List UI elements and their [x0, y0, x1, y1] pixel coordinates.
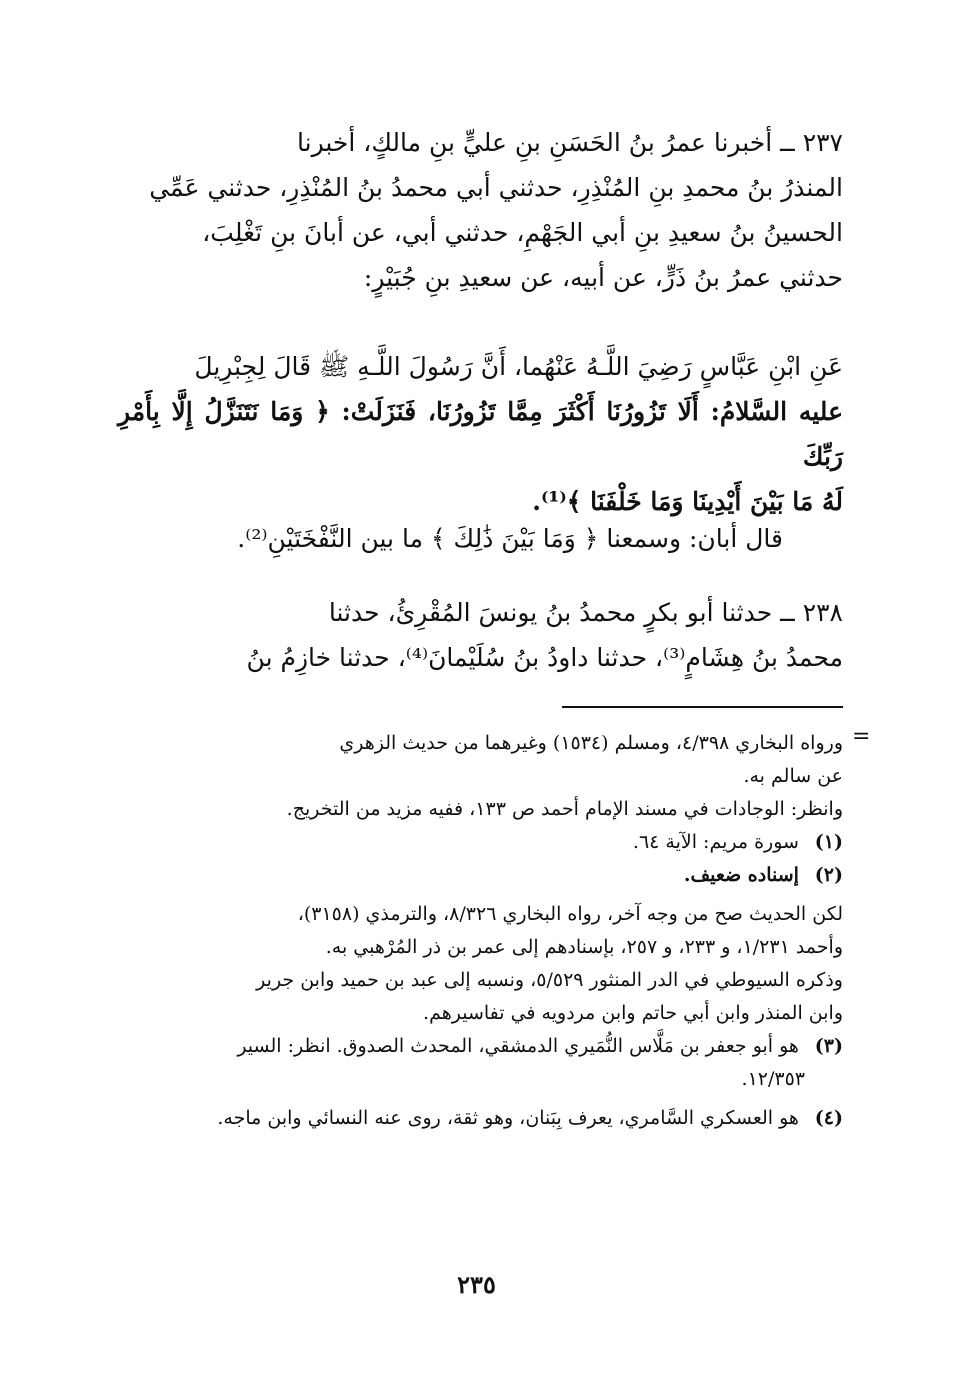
footnote-text: إسناده ضعيف. [683, 864, 799, 886]
footnote-number: (٣) [814, 1035, 843, 1057]
text-line: الحسينُ بنُ سعيدِ بنِ أبي الجَهْمِ، حدثني أبي، عن أبانَ بنِ تَغْلِبَ، [202, 218, 843, 247]
text-line: محمدُ بنُ هِشَامٍ⁽³⁾، حدثنا داودُ بنُ سُلَيْمانَ⁽⁴⁾، حدثنا خازِمُ بنُ [246, 643, 843, 672]
footnote-2 [118, 859, 843, 892]
footnote-continuation-line: ورواه البخاري ٤/٣٩٨، ومسلم (١٥٣٤) وغيرهما من حديث الزهري [339, 732, 843, 754]
footnote-text: سورة مريم: الآية ٦٤. [632, 831, 799, 853]
footnote-2-detail-line: لكن الحديث صح من وجه آخر، رواه البخاري ٨/٣٢٦، والترمذي (٣١٥٨)، [297, 903, 843, 925]
footnote-continuation-line: عن سالم به. [743, 765, 843, 787]
footnote-1 [118, 826, 843, 859]
footnotes [118, 727, 843, 1135]
footnote-4 [118, 1102, 843, 1135]
footnote-separator [562, 706, 843, 708]
footnote-number: (١) [814, 831, 843, 853]
page-number: ٢٣٥ [457, 1270, 496, 1299]
text-line: ٢٣٨ ــ حدثنا أبو بكرٍ محمدُ بنُ يونسَ المُقْرِئُ، حدثنا [328, 598, 843, 627]
footnote-text: هو أبو جعفر بن مَلَّاس النُّمَيري الدمشقي، المحدث الصدوق. انظر: السير [237, 1035, 799, 1057]
footnote-continuation-line: وانظر: الوجادات في مسند الإمام أحمد ص ١٣٣، ففيه مزيد من التخريج. [286, 798, 843, 820]
footnote-2-detail-line: وأحمد ١/٢٣١، و ٢٣٣، و ٢٥٧، بإسنادهم إلى عمر بن ذر المُرْهبي به. [325, 936, 843, 958]
hadith-237-isnad [118, 120, 843, 300]
footnote-number: (٤) [814, 1107, 843, 1129]
text-line: المنذرُ بنُ محمدِ بنِ المُنْذِرِ، حدثني أبي محمدُ بنُ المُنْذِرِ، حدثني عَمِّي [149, 173, 843, 202]
footnote-3 [118, 1030, 843, 1063]
footnote-2-detail-line: وذكره السيوطي في الدر المنثور ٥/٥٢٩، ونسبه إلى عبد بن حميد وابن جرير [256, 969, 843, 991]
footnote-2-detail-line: وابن المنذر وابن أبي حاتم وابن مردويه في تفاسيرهم. [423, 1002, 843, 1024]
aban-note [118, 516, 843, 561]
text-line: قال أبان: وسمعنا ﴿ وَمَا بَيْنَ ذَٰلِكَ ﴾ ما بين النَّفْخَتَيْنِ⁽²⁾. [237, 524, 783, 553]
text-line: حدثني عمرُ بنُ ذَرٍّ، عن أبيه، عن سعيدِ بنِ جُبَيْرٍ: [363, 263, 843, 292]
footnote-3-continuation: ١٢/٣٥٣. [741, 1068, 805, 1090]
hadith-237-matn [118, 344, 843, 524]
continuation-mark: = [852, 724, 871, 749]
footnote-number: (٢) [814, 864, 843, 886]
text-line: عليه السَّلامُ: أَلَا تَزُورُنَا أَكْثَرَ مِمَّا تَزُورُنَا، فَنَزَلَتْ: ﴿ وَمَا نَتَنَزَّلُ إِلَّا بِأَمْرِ رَبِّكَ [118, 397, 843, 471]
footnote-text: هو العسكري السَّامري، يعرف بِبَنان، وهو ثقة، روى عنه النسائي وابن ماجه. [217, 1107, 799, 1129]
text-line: لَهُ مَا بَيْنَ أَيْدِينَا وَمَا خَلْفَنَا ﴾⁽¹⁾. [532, 487, 843, 516]
hadith-238-isnad [118, 590, 843, 680]
text-line: ٢٣٧ ــ أخبرنا عمرُ بنُ الحَسَنِ بنِ عليٍّ بنِ مالكٍ، أخبرنا [297, 128, 843, 157]
text-line: عَنِ ابْنِ عَبَّاسٍ رَضِيَ اللَّـهُ عَنْهُما، أَنَّ رَسُولَ اللَّـهِ ﷺ قَالَ لِجِبْرِيلَ [194, 352, 843, 381]
